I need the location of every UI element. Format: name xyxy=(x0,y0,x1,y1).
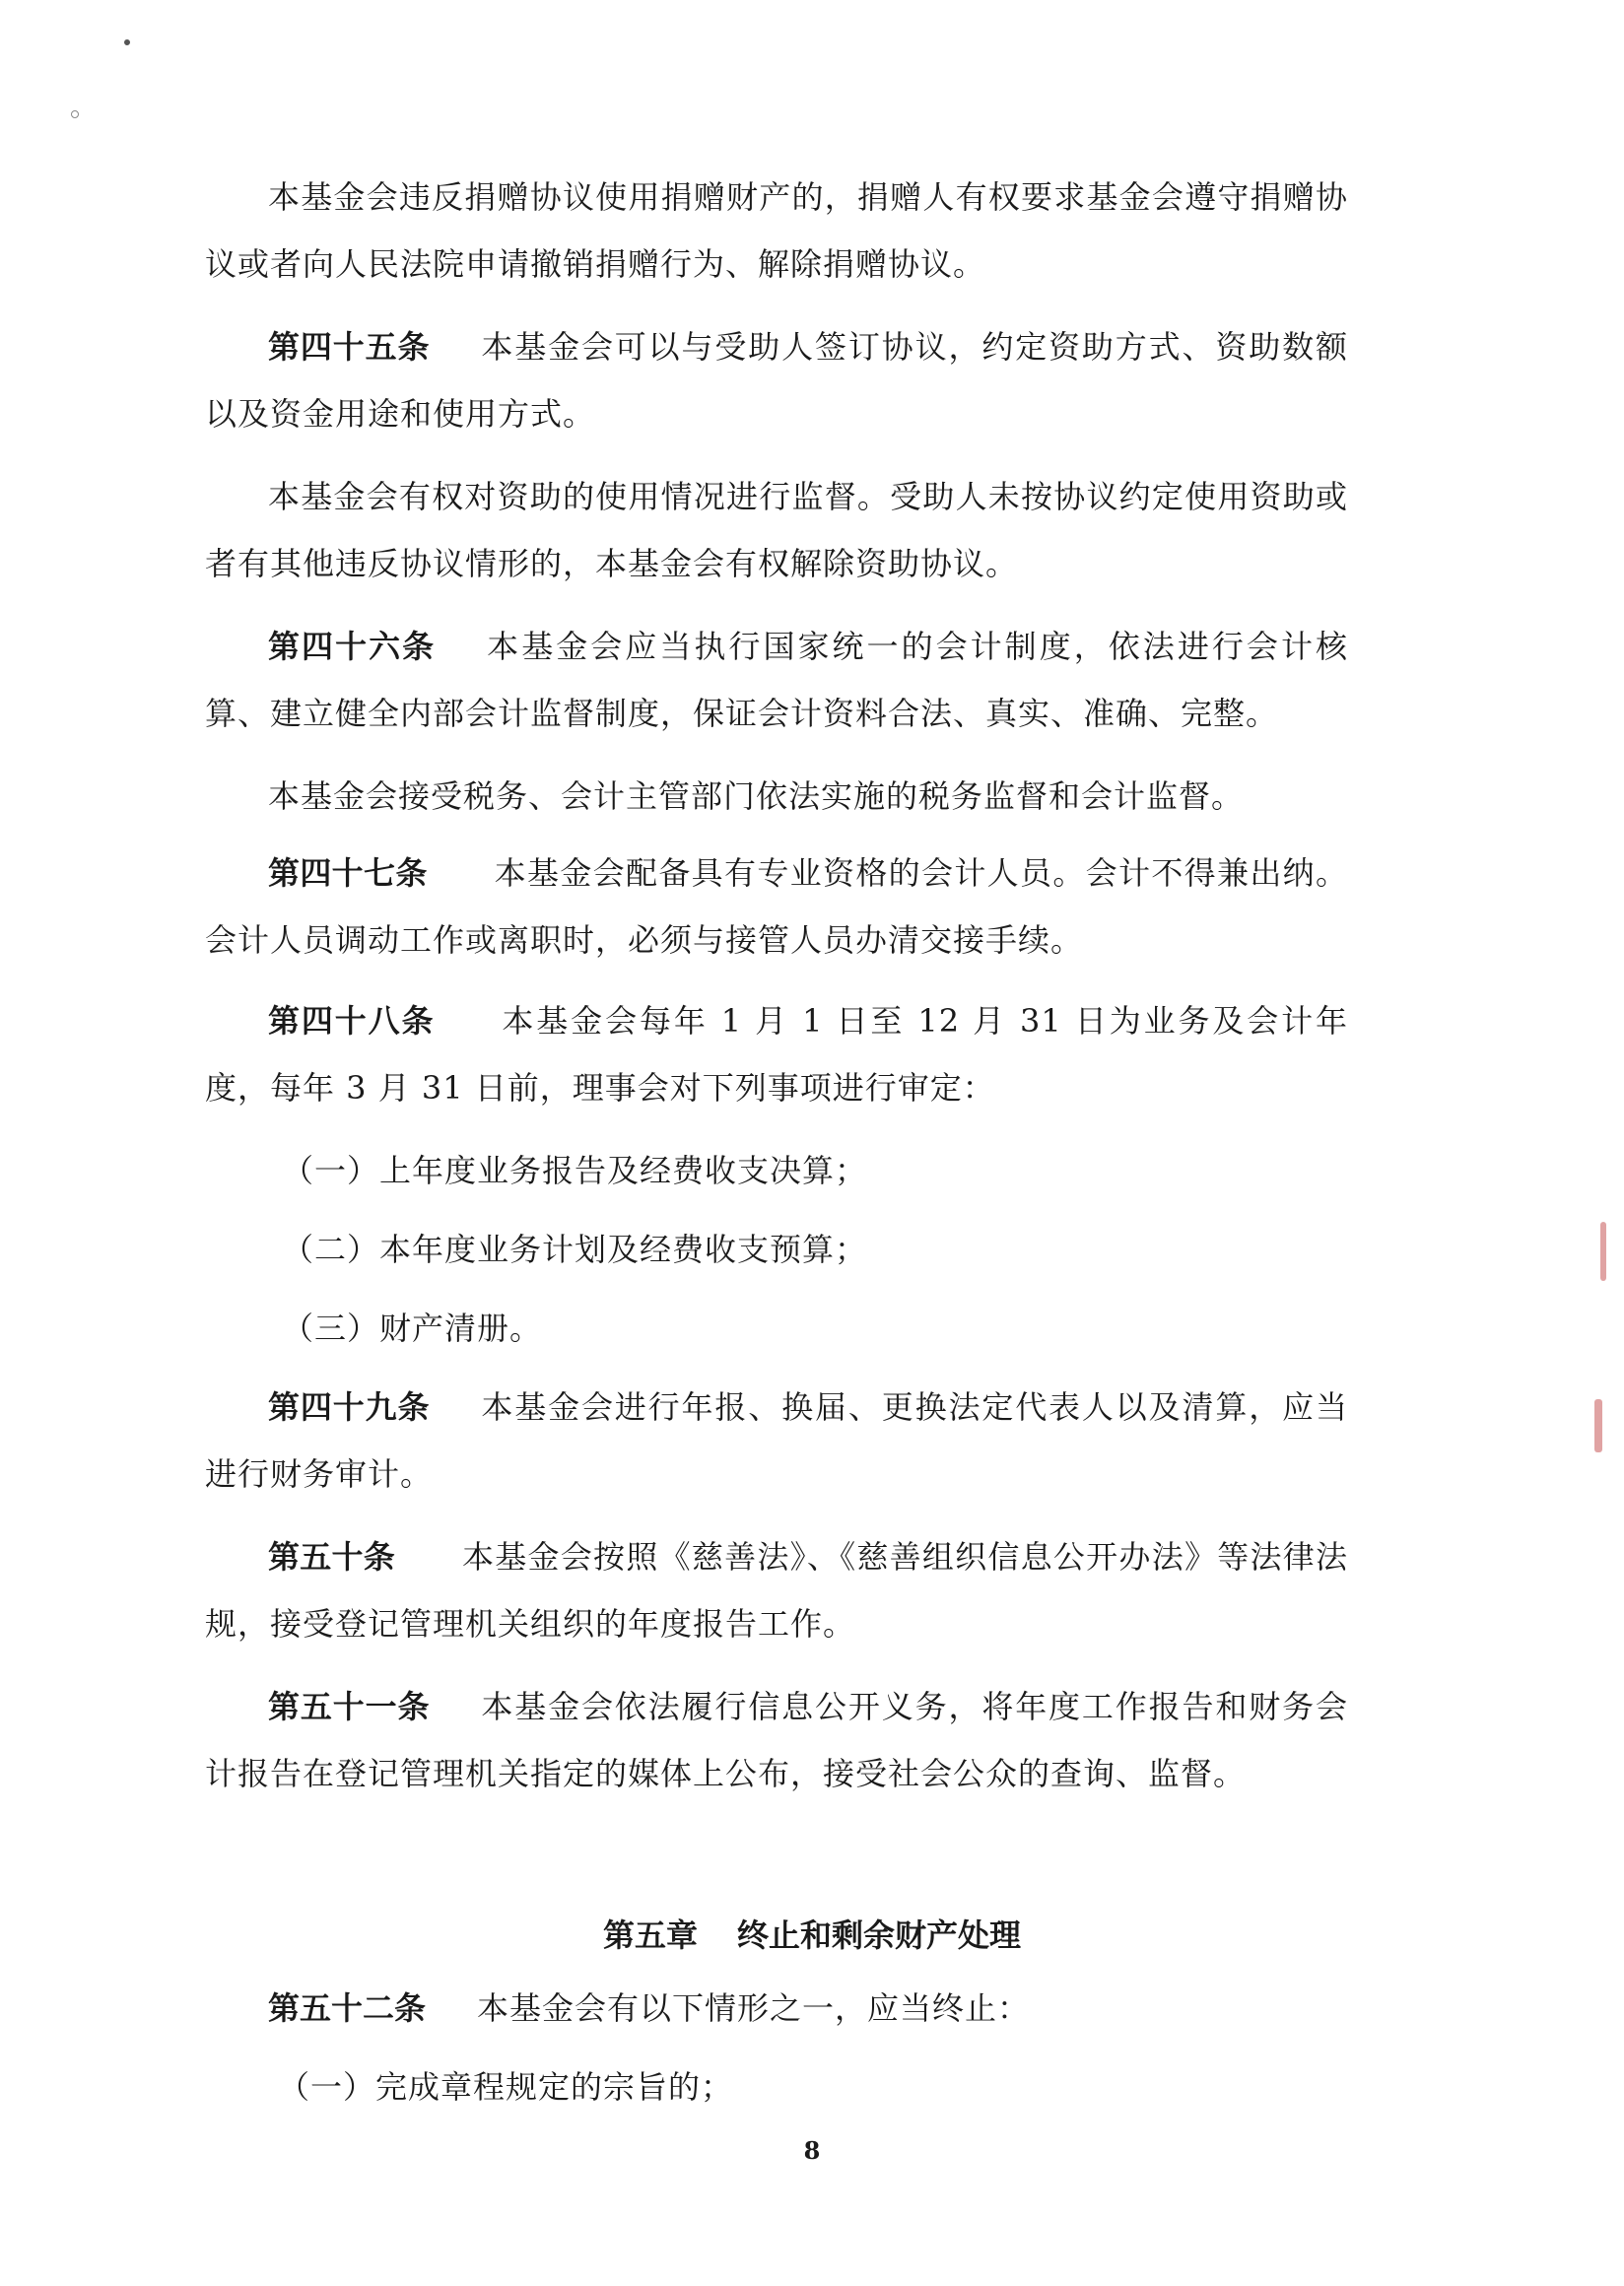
article-text: 本基金会应当执行国家统一的会计制度，依法进行会计核算、建立健全内部会计监督制度，保证会计资料合法、真实、准确、完整。 xyxy=(205,628,1348,732)
paragraph xyxy=(205,164,1348,298)
article-heading: 第四十六条 xyxy=(268,628,437,665)
scan-speck xyxy=(124,39,130,45)
scan-edge-mark xyxy=(1600,1222,1606,1281)
article-text: 本基金会按照《慈善法》、《慈善组织信息公开办法》等法律法规，接受登记管理机关组织的年度报告工作。 xyxy=(205,1538,1348,1643)
chapter-heading xyxy=(0,1916,1624,1955)
article-52 xyxy=(205,1975,1348,2042)
article-heading: 第五十一条 xyxy=(268,1688,431,1725)
scan-speck xyxy=(71,110,79,118)
scan-edge-mark xyxy=(1594,1399,1602,1452)
article-46 xyxy=(205,613,1348,747)
paragraph-text: 本基金会接受税务、会计主管部门依法实施的税务监督和会计监督。 xyxy=(268,777,1245,815)
list-item xyxy=(282,1295,1425,1362)
paragraph xyxy=(205,763,1348,830)
article-heading: 第五十条 xyxy=(268,1538,396,1576)
paragraph-text: 本基金会有权对资助的使用情况进行监督。受助人未按协议约定使用资助或者有其他违反协议情形的，本基金会有权解除资助协议。 xyxy=(205,478,1348,582)
list-item-text: （一）上年度业务报告及经费收支决算； xyxy=(282,1152,868,1189)
article-45 xyxy=(205,313,1348,447)
article-text: 本基金会可以与受助人签订协议，约定资助方式、资助数额以及资金用途和使用方式。 xyxy=(205,328,1348,433)
list-item-text: （二）本年度业务计划及经费收支预算； xyxy=(282,1231,868,1268)
chapter-title-text: 终止和剩余财产处理 xyxy=(737,1916,1022,1954)
article-47 xyxy=(205,840,1348,974)
page-number: 8 xyxy=(803,2136,821,2165)
chapter-number: 第五章 xyxy=(602,1916,698,1954)
paragraph-text: 本基金会违反捐赠协议使用捐赠财产的，捐赠人有权要求基金会遵守捐赠协议或者向人民法院申请撤销捐赠行为、解除捐赠协议。 xyxy=(205,178,1348,283)
article-text: 本基金会进行年报、换届、更换法定代表人以及清算，应当进行财务审计。 xyxy=(205,1388,1348,1493)
article-heading: 第五十二条 xyxy=(268,1989,427,2027)
list-item xyxy=(278,2053,1421,2120)
article-text: 本基金会有以下情形之一，应当终止： xyxy=(477,1989,1031,2027)
list-item-text: （三）财产清册。 xyxy=(282,1310,543,1347)
article-48 xyxy=(205,987,1348,1121)
article-heading: 第四十八条 xyxy=(268,1002,436,1040)
list-item xyxy=(282,1216,1425,1283)
list-item xyxy=(282,1137,1425,1204)
article-51 xyxy=(205,1673,1348,1807)
article-49 xyxy=(205,1374,1348,1508)
article-50 xyxy=(205,1523,1348,1657)
list-item-text: （一）完成章程规定的宗旨的； xyxy=(278,2068,734,2106)
article-text: 本基金会每年 1 月 1 日至 12 月 31 日为业务及会计年度，每年 3 月 31 日前，理事会对下列事项进行审定： xyxy=(205,1002,1348,1107)
article-heading: 第四十五条 xyxy=(268,328,431,366)
paragraph xyxy=(205,463,1348,597)
article-text: 本基金会依法履行信息公开义务，将年度工作报告和财务会计报告在登记管理机关指定的媒体上公布，接受社会公众的查询、监督。 xyxy=(205,1688,1348,1792)
article-heading: 第四十九条 xyxy=(268,1388,431,1426)
article-heading: 第四十七条 xyxy=(268,854,428,892)
article-text: 本基金会配备具有专业资格的会计人员。会计不得兼出纳。会计人员调动工作或离职时，必须与接管人员办清交接手续。 xyxy=(205,854,1348,959)
